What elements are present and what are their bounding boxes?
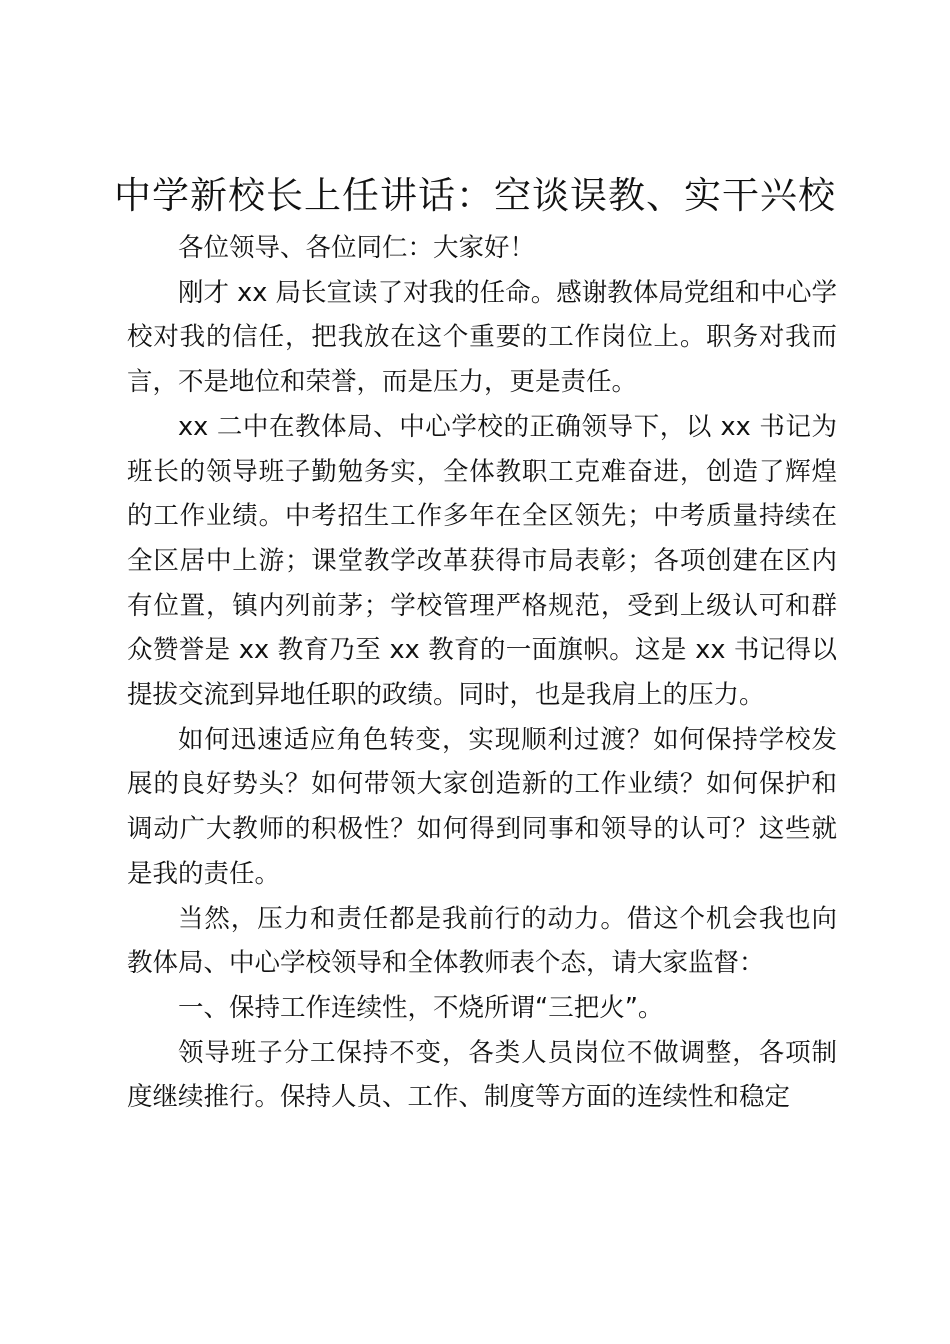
body-paragraph: 领导班子分工保持不变，各类人员岗位不做调整，各项制度继续推行。保持人员、工作、制度等方面的连续性和稳定 bbox=[127, 1037, 837, 1113]
greeting-paragraph: 各位领导、各位同仁：大家好！ bbox=[178, 233, 536, 263]
section-heading: 一、保持工作连续性，不烧所谓“三把火”。 bbox=[178, 992, 664, 1023]
body-paragraph: 刚才 xx 局长宣读了对我的任命。感谢教体局党组和中心学校对我的信任，把我放在这个重要的工作岗位上。职务对我而言，不是地位和荣誉，而是压力，更是责任。 bbox=[127, 277, 837, 398]
body-paragraph: 如何迅速适应角色转变，实现顺利过渡？如何保持学校发展的良好势头？如何带领大家创造新的工作业绩？如何保护和调动广大教师的积极性？如何得到同事和领导的认可？这些就是我的责任。 bbox=[127, 724, 837, 889]
document-title: 中学新校长上任讲话：空谈误教、实干兴校 bbox=[114, 174, 836, 217]
document-body bbox=[127, 226, 837, 1120]
body-paragraph: xx 二中在教体局、中心学校的正确领导下，以 xx 书记为班长的领导班子勤勉务实，全体教职工克难奋进，创造了辉煌的工作业绩。中考招生工作多年在全区领先；中考质量持续在全区居中上游；课堂教学改革获得市局表彰；各项创建在区内有位置，镇内列前茅；学校管理严格规范，受到上级认可和群众赞誉是 xx 教育乃至 xx 教育的一面旗帜。这是 xx 书记得以提拔交流到异地任职的政绩。同时，也是我肩上的压力。 bbox=[127, 411, 837, 711]
body-paragraph: 当然，压力和责任都是我前行的动力。借这个机会我也向教体局、中心学校领导和全体教师表个态，请大家监督： bbox=[127, 903, 837, 979]
